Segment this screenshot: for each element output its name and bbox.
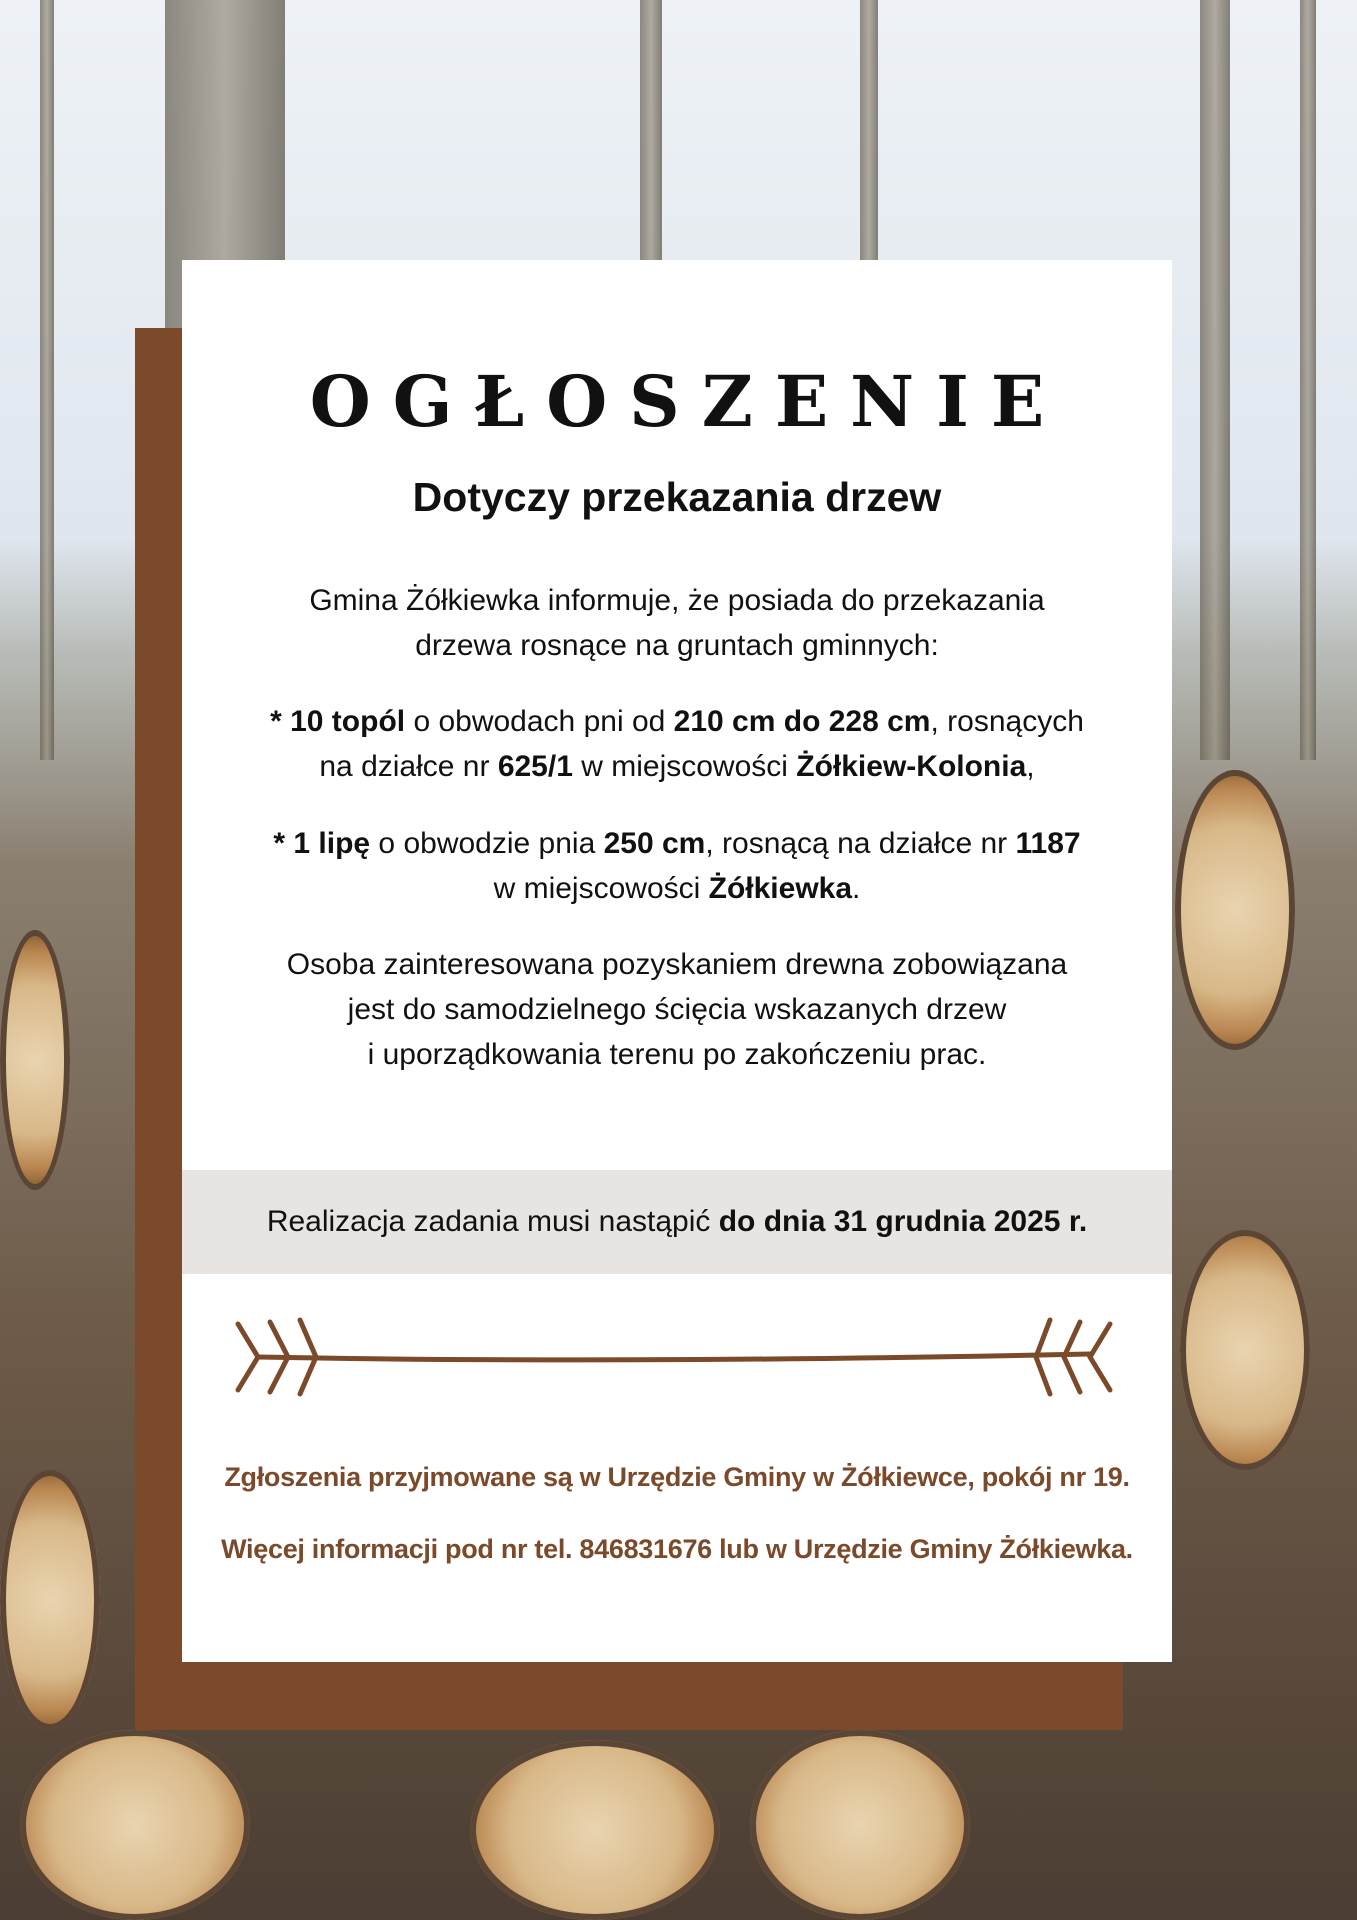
text: , [1026,750,1035,783]
deadline-band [182,1170,1172,1274]
text: w miejscowości [572,750,797,783]
intro-line: drzewa rosnące na gruntach gminnych: [415,629,939,662]
obligation-text [182,942,1172,1077]
text: o obwodach pni od [405,705,674,738]
tree-trunk [40,0,54,760]
text: , rosnących [930,705,1084,738]
item-poplars [182,699,1172,789]
text: Żółkiew-Kolonia [796,750,1027,783]
text: na działce nr [319,750,498,783]
text: , rosnącą na działce nr [705,827,1016,860]
text: 625/1 [497,750,573,783]
log [0,1470,100,1730]
contact-office: Zgłoszenia przyjmowane są w Urzędzie Gminy w Żółkiewce, pokój nr 19. [224,1462,1130,1492]
text: 1187 [1015,827,1081,860]
text: i uporządkowania terenu po zakończeniu prac. [367,1038,987,1071]
tree-trunk [1300,0,1316,760]
log [750,1730,970,1920]
text: Osoba zainteresowana pozyskaniem drewna zobowiązana [286,948,1068,981]
log [0,930,70,1190]
intro-line: Gmina Żółkiewka informuje, że posiada do przekazania [309,584,1045,617]
item-linden [182,821,1172,911]
text: 250 cm [603,827,706,860]
log [20,1730,250,1920]
deadline-date: do dnia 31 grudnia 2025 r. [718,1205,1088,1238]
intro-text [182,578,1172,668]
text: Żółkiewka [708,872,853,905]
text: w miejscowości [493,872,709,905]
text: Realizacja zadania musi nastąpić [266,1205,719,1238]
page-title: OGŁOSZENIE [309,360,1067,443]
arrow-divider-icon [230,1312,1130,1402]
announcement-card [182,260,1172,1662]
text: * 1 lipę [273,827,371,860]
log [1175,770,1295,1050]
log [1180,1230,1310,1470]
text: . [852,872,861,905]
text: * 10 topól [270,705,406,738]
contact-phone: Więcej informacji pod nr tel. 846831676 lub w Urzędzie Gminy Żółkiewka. [221,1534,1133,1564]
log [470,1740,720,1920]
tree-trunk [1200,0,1230,760]
subtitle: Dotyczy przekazania drzew [412,474,942,520]
text: o obwodzie pnia [370,827,604,860]
text: 210 cm do 228 cm [673,705,931,738]
text: jest do samodzielnego ścięcia wskazanych drzew [347,993,1007,1026]
